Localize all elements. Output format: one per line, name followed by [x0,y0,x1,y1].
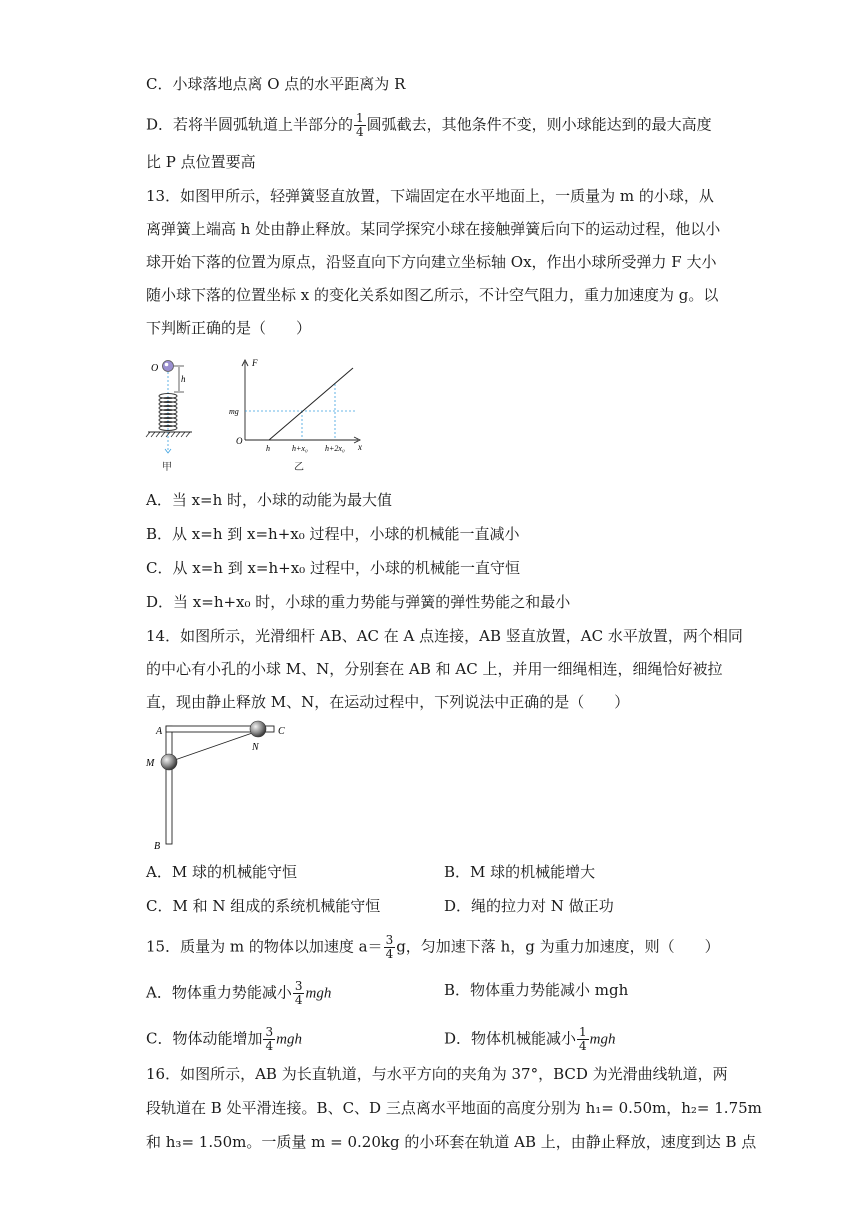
fraction-denominator: 4 [385,947,394,961]
q13-figure-spring [140,354,210,454]
q15-stem-post: g，匀加速下落 h，g 为重力加速度，则（ ） [396,937,720,956]
graph-tick-h: h [266,444,270,453]
fraction-numerator: 1 [579,1025,587,1039]
fig-caption-yi: 乙 [294,462,304,473]
q16-stem-line-3: 和 h₃= 1.50m。一质量 m = 0.20kg 的小环套在轨道 AB 上，由静止释放，速度到达 B 点 [146,1133,757,1151]
q15-option-c-fraction [263,1026,275,1053]
q12-option-d-continued: 比 P 点位置要高 [146,153,256,171]
rod-label-m: M [146,758,155,769]
q15-stem-pre: 15．质量为 m 的物体以加速度 a＝ [146,937,383,956]
fraction-denominator: 4 [356,125,364,139]
q12-option-d-fraction [354,112,366,139]
q13-stem-line-4: 随小球下落的位置坐标 x 的变化关系如图乙所示，不计空气阻力，重力加速度为 g。以 [146,286,719,304]
q13-option-c: C．从 x=h 到 x=h+x₀ 过程中，小球的机械能一直守恒 [146,559,520,577]
q14-stem-line-1: 14．如图所示，光滑细杆 AB、AC 在 A 点连接，AB 竖直放置，AC 水平放置，两个相同 [146,627,743,645]
fraction-numerator: 3 [385,933,394,947]
q15-option-a-fraction [293,980,305,1007]
graph-origin: O [236,436,243,446]
q12-option-d-post: 圆弧截去，其他条件不变，则小球能达到的最大高度 [366,115,712,134]
q15-option-c-pre: C．物体动能增加 [146,1029,263,1048]
fig-label-o: O [151,363,159,374]
fig-label-h: h [181,374,186,384]
q15-stem-fraction [384,934,396,961]
q14-figure-rods [140,714,300,854]
q15-option-b: B．物体重力势能减小 mgh [444,981,629,999]
q15-option-c [146,1026,302,1053]
graph-tick-h-x0: h+x₀ [292,444,308,453]
q13-option-a: A．当 x=h 时，小球的动能为最大值 [146,491,393,509]
q13-stem-line-3: 球开始下落的位置为原点，沿竖直向下方向建立坐标轴 Ox，作出小球所受弹力 F 大小 [146,253,717,271]
q15-option-a [146,980,331,1007]
rod-label-a: A [156,726,163,737]
q16-stem-line-2: 段轨道在 B 处平滑连接。B、C、D 三点离水平地面的高度分别为 h₁= 0.50m，h₂= 1.75m [146,1099,762,1117]
fraction-denominator: 4 [294,993,303,1007]
q14-stem-line-3: 直，现由静止释放 M、N，在运动过程中，下列说法中正确的是（ ） [146,693,630,711]
q13-figure-graph [228,354,368,454]
rod-label-b: B [154,841,161,852]
fraction-denominator: 4 [579,1039,587,1053]
q15-option-a-post: mgh [305,985,332,1002]
graph-tick-h-2x0: h+2x₀ [325,444,345,453]
q13-option-d: D．当 x=h+x₀ 时，小球的重力势能与弹簧的弹性势能之和最小 [146,593,571,611]
fraction-numerator: 3 [294,979,303,993]
q15-stem [146,934,720,961]
q14-option-b: B．M 球的机械能增大 [444,863,596,881]
q14-stem-line-2: 的中心有小孔的小球 M、N，分别套在 AB 和 AC 上，并用一细绳相连，细绳恰好被拉 [146,660,723,678]
fraction-numerator: 1 [356,111,364,125]
rod-label-n: N [252,742,259,753]
fig-caption-jia: 甲 [162,462,172,473]
q15-option-d-fraction [577,1026,589,1053]
q13-option-b: B．从 x=h 到 x=h+x₀ 过程中，小球的机械能一直减小 [146,525,520,543]
q12-option-d [146,112,712,139]
q13-stem-line-2: 离弹簧上端高 h 处由静止释放。某同学探究小球在接触弹簧后向下的运动过程，他以小 [146,220,721,238]
graph-axis-f: F [252,358,258,368]
q12-option-d-pre: D．若将半圆弧轨道上半部分的 [146,115,354,134]
q15-option-a-pre: A．物体重力势能减小 [146,983,292,1002]
fraction-numerator: 3 [265,1025,274,1039]
rod-label-c: C [278,726,285,737]
q15-option-c-post: mgh [276,1031,302,1048]
q15-option-d-pre: D．物体机械能减小 [444,1029,577,1048]
graph-axis-x: x [358,442,362,452]
q15-option-d-post: mgh [589,1031,616,1048]
q13-stem-line-1: 13．如图甲所示，轻弹簧竖直放置，下端固定在水平地面上，一质量为 m 的小球，从 [146,187,714,205]
q12-option-c: C．小球落地点离 O 点的水平距离为 R [146,75,406,93]
q13-stem-line-5: 下判断正确的是（ ） [146,319,312,337]
fraction-denominator: 4 [265,1039,274,1053]
q14-option-a: A．M 球的机械能守恒 [146,863,297,881]
q14-option-c: C．M 和 N 组成的系统机械能守恒 [146,897,381,915]
graph-label-mg: mg [229,407,239,416]
q16-stem-line-1: 16．如图所示，AB 为长直轨道，与水平方向的夹角为 37°，BCD 为光滑曲线轨道，两 [146,1065,728,1083]
q15-option-d [444,1026,616,1053]
q14-option-d: D．绳的拉力对 N 做正功 [444,897,614,915]
